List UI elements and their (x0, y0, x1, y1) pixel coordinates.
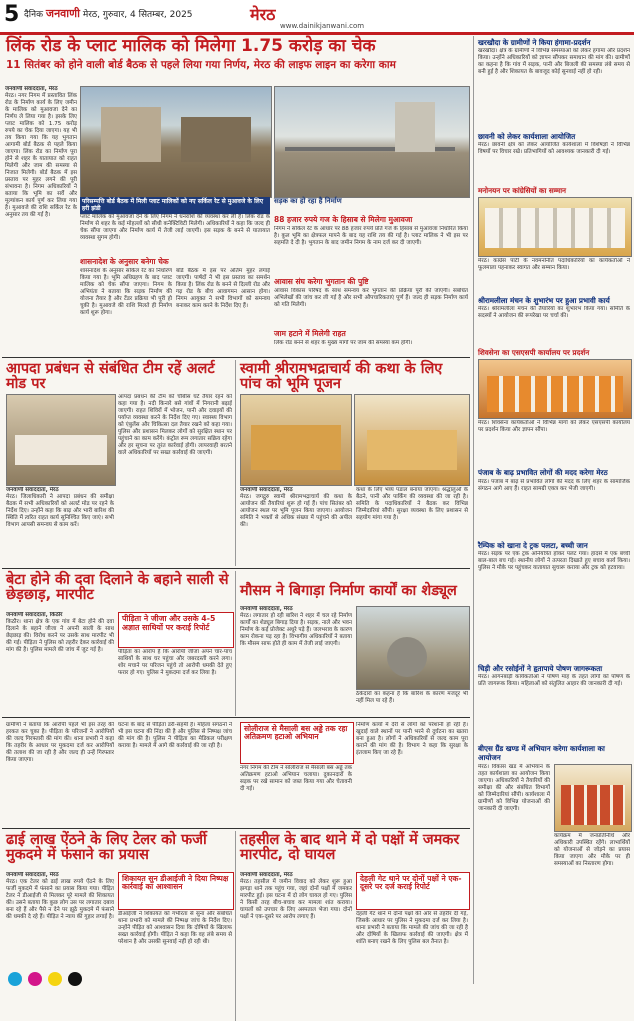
story3-photo-1 (240, 394, 352, 486)
masthead (24, 6, 193, 21)
story4-body-col2: पीड़िता का आरोप है कि आरोपी जीजा अपने चार-पांच साथियों के साथ घर पहुंचा और जबरदस्ती करने लगा। शोर मचाने पर परिजन पहुंचे तो आरोपी धमकी देते हुए फरार हो गए। पुलिस ने मुकदमा दर्ज कर लिया है। (118, 649, 232, 676)
lead-photo-2-caption: सड़क का हो रहा है निर्माण (274, 197, 342, 205)
story3-body-col2: कथा के लिए भव्य पंडाल बनाया जाएगा। श्रद्धालुओं के बैठने, पानी और पार्किंग की व्यवस्था की जा रही है। समिति के पदाधिकारियों ने बैठक कर विभिन्न जिम्मेदारियां सौंपी। सुरक्षा व्यवस्था के लिए प्रशासन से सहयोग मांगा गया है। (356, 487, 468, 521)
story5-body-col3: नगर निगम की टीम ने सोलीराज से मैसाली बस अड्डे तक अतिक्रमण हटाओ अभियान चलाया। दुकानदारों के सड़क पर रखे सामान को जब्त किया गया और चेतावनी दी गई। (240, 765, 352, 792)
story5-body-col1: जनवाणी संवाददाता, मेरठ मेरठ। लगातार हो रही बारिश ने शहर में चल रहे निर्माण कार्यों का शेड्यूल बिगाड़ दिया है। सड़क, नाले और भवन निर्माण के कई प्रोजेक्ट अधूरे पड़े हैं। जलभराव के कारण काम रोकना पड़ रहा है। विभागीय अधिकारियों ने बताया कि मौसम साफ होते ही काम में तेजी लाई जाएगी। (240, 606, 352, 647)
lead-sub2: शासनादेश के अनुसार बनेगा चेक (80, 257, 169, 266)
lead-sub1: 88 हजार रुपये गज के हिसाब से मिलेगा मुआवजा (274, 215, 413, 224)
story5-byline: जनवाणी संवाददाता, मेरठ (240, 606, 293, 612)
lead-body-col6: आवास विकास परिषद के साथ समन्वय कर भुगतान की प्रक्रिया पूरी की जाएगी। संबंधित अभिलेखों की जांच कर ली गई है और सभी औपचारिकताएं पूर्ण हैं। जल्द ही सड़क निर्माण कार्य को गति मिलेगी। (274, 288, 468, 308)
story5-body-col2: ठेकेदारों का कहना है कि बारिश के कारण मजदूर भी नहीं मिल पा रहे हैं। (356, 691, 468, 704)
story2-body-col1: जनवाणी संवाददाता, मेरठ मेरठ। जिलाधिकारी ने आपदा प्रबंधन की समीक्षा बैठक में सभी अधिकारियों को अलर्ट मोड पर रहने के निर्देश दिए। उन्होंने कहा कि बाढ़ और भारी बारिश की स्थिति में त्वरित राहत कार्य सुनिश्चित किए जाएं। सभी विभाग आपसी समन्वय से काम करें। (6, 487, 114, 528)
sidebar-photo-3 (554, 764, 632, 832)
sidebar-item-2-body: मेरठ। छावनी क्षेत्र को लेकर आयोजित कार्यशाला में विशेषज्ञों ने विभिन्न विषयों पर विचार रखे। प्रतिभागियों को आवश्यक जानकारी दी गई। (478, 142, 630, 155)
story5-body-col4: निर्माण कार्यों में देरी से लोगों को परेशानी हो रही है। खुदाई वाले स्थानों पर पानी भरने से दुर्घटना का खतरा बना हुआ है। लोगों ने अधिकारियों से जल्द काम पूरा कराने की मांग की है। विभाग ने कहा कि सुरक्षा के इंतजाम किए जा रहे हैं। (356, 722, 468, 756)
story6-body-col2: डीआईजी ने शिकायत को गंभीरता से सुना और संबंधित थाना प्रभारी को मामले की निष्पक्ष जांच के निर्देश दिए। उन्होंने पीड़ित को आश्वासन दिया कि दोषियों के खिलाफ सख्त कार्रवाई होगी। पीड़ित ने कहा कि वह लंबे समय से परेशान है और उसकी सुनवाई नहीं हो रही थी। (118, 911, 232, 945)
sidebar-item-2-headline: छावनी को लेकर कार्यशाला आयोजित (478, 132, 576, 141)
registration-mark (68, 972, 82, 986)
registration-mark (8, 972, 22, 986)
story7-box (356, 872, 470, 910)
sidebar (473, 36, 634, 984)
sidebar-item-4-body: मेरठ। श्रीरामलीला मंचन की तैयारियों का शुभारंभ किया गया। समिति के सदस्यों ने आयोजन की रूपरेखा पर चर्चा की। (478, 306, 630, 319)
lead-sub3: आवास संघ करेगा भुगतान की पुष्टि (274, 277, 369, 286)
sidebar-photo-1 (478, 197, 632, 257)
lead-body-col1: जनवाणी संवाददाता, मेरठ मेरठ। नगर निगम में प्रस्तावित लिंक रोड के निर्माण कार्य के लिए जमीन के मालिक को मुआवजा देने का निर्णय ले लिया गया है। इसके लिए प्लाट मालिक को 1.75 करोड़ रुपये का चेक दिया जाएगा। यह भी तय किया गया कि यह भुगतान आगामी बोर्ड बैठक से पहले किया जाएगा। लिंक रोड का निर्माण पूरा होने से शहर के यातायात को राहत मिलेगी और जाम की समस्या से निजात मिलेगी। बोर्ड बैठक में इस प्रस्ताव पर मुहर लगने की पूरी संभावना है। निगम अधिकारियों ने बताया कि भूमि का सर्वे और मूल्यांकन कार्य पूर्ण कर लिया गया है। मुआवजे की राशि सर्किल रेट के अनुसार तय की गई है। (5, 86, 77, 218)
story4-headline: बेटा होने की दवा दिलाने के बहाने साली से छेड़छाड़, मारपीट (6, 572, 229, 604)
story7-headline: तहसील के बाद थाने में दो पक्षों में जमकर मारपीट, दो घायल (240, 832, 460, 864)
story4-body-col1: जनवाणी संवाददाता, किठौर किठौर। थाना क्षेत्र के एक गांव में बेटा होने की दवा दिलाने के बहाने जीजा ने अपनी साली के साथ छेड़छाड़ की। विरोध करने पर उसके साथ मारपीट भी की गई। पीड़िता ने पुलिस को तहरीर देकर कार्रवाई की मांग की है। पुलिस मामले की जांच में जुट गई है। (6, 612, 114, 653)
paper-prefix: दैनिक (24, 10, 44, 20)
story6-headline: ढाई लाख ऐंठने के लिए टेलर को फर्जी मुकदमे में फंसाने का प्रयास (6, 832, 207, 864)
story7-byline: जनवाणी संवाददाता, मेरठ (240, 872, 293, 878)
sidebar-item-1-headline: खरखौदा के ग्रामीणों ने किया हंगामा-प्रदर्शन (478, 38, 591, 47)
story3-body-col1: जनवाणी संवाददाता, मेरठ मेरठ। जगद्गुरु स्वामी श्रीरामभद्राचार्य की कथा के आयोजन की तैयारियां शुरू हो गई हैं। पांच सितंबर को आयोजन स्थल पर भूमि पूजन किया जाएगा। आयोजन समिति ने भक्तों से अधिक संख्या में पहुंचने की अपील की। (240, 487, 352, 528)
lead-photo-2 (274, 86, 470, 198)
lead-headline: लिंक रोड के प्लाट मालिक को मिलेगा 1.75 करोड़ का चेक (6, 36, 376, 56)
story7-body-col2: देहली गेट थाने में दोनों पक्षों की ओर से तहरीर दी गई, जिसके आधार पर पुलिस ने मुकदमा दर्ज कर लिया है। थाना प्रभारी ने बताया कि मामले की जांच की जा रही है और दोषियों के खिलाफ कार्रवाई की जाएगी। क्षेत्र में शांति बनाए रखने के लिए पुलिस बल तैनात है। (356, 911, 468, 945)
sidebar-item-6-body: मेरठ। पंजाब में बाढ़ से प्रभावित लोगों की मदद के लिए शहर के सामाजिक संगठन आगे आए हैं। राहत सामग्री एकत्र कर भेजी जाएगी। (478, 479, 630, 492)
story4-body-col4: घटना के बाद से पीड़िता डरी-सहमी है। महिला संगठनों ने भी इस घटना की निंदा की है और पुलिस से निष्पक्ष जांच की मांग की है। पुलिस ने पीड़िता का मेडिकल परीक्षण कराया है। मामले में आगे की कार्रवाई की जा रही है। (118, 722, 232, 749)
story2-byline: जनवाणी संवाददाता, मेरठ (6, 487, 59, 493)
story2-body-col2: आपदा प्रबंधन की टीम को चौबीस घंटे तैयार रहने को कहा गया है। नदी किनारे बसे गांवों में निगरानी बढ़ाई जाएगी। राहत शिविरों में भोजन, पानी और दवाइयों की पर्याप्त व्यवस्था करने के निर्देश दिए गए। स्वास्थ्य विभाग को एंबुलेंस और चिकित्सा दल तैयार रखने को कहा गया। पुलिस और प्रशासन मिलकर लोगों को सुरक्षित स्थान पर पहुंचाने का काम करेंगे। कंट्रोल रूम लगातार सक्रिय रहेगा और हर सूचना पर तुरंत कार्रवाई होगी। लापरवाही बरतने वाले अधिकारियों पर सख्त कार्रवाई की जाएगी। (118, 394, 232, 456)
sidebar-item-9-body: मेरठ। विकास खंड में अभियान के तहत कार्यशाला का आयोजन किया जाएगा। अधिकारियों ने तैयारियों की समीक्षा की और संबंधित विभागों को जिम्मेदारियां सौंपी। कार्यशाला में ग्रामीणों को विभिन्न योजनाओं की जानकारी दी जाएगी। (478, 764, 550, 812)
lead-subhead: 11 सितंबर को होने वाली बोर्ड बैठक से पहले लिया गया निर्णय, मेरठ की लाइफ लाइन का करेगा काम (6, 59, 396, 71)
lead-byline: जनवाणी संवाददाता, मेरठ (5, 86, 58, 92)
main-column (2, 36, 470, 984)
story7-box-headline: देहली गेट थाने पर दोनों पक्षों ने एक-दूसरे पर दर्ज कराई रिपोर्ट (360, 874, 462, 892)
dateline: मेरठ, गुरुवार, 4 सितम्बर, 2025 (82, 10, 193, 20)
lead-body-col7: लिंक रोड बनने से शहर के मुख्य मार्गों पर जाम की समस्या कम होगी। (274, 340, 413, 346)
paper-name: जनवाणी (45, 7, 80, 20)
page-number: 5 (4, 2, 20, 27)
sidebar-item-3-body: मेरठ। कांग्रेस पार्टी के नवमनोनीत पदाधिकारियों का कार्यकर्ताओं ने फूलमाला पहनाकर स्वागत और सम्मान किया। (478, 258, 630, 271)
sidebar-item-9-body-2: कार्यक्रम में जनप्रतिनिधि और अधिकारी उपस्थित रहेंगे। लाभार्थियों को योजनाओं से जोड़ने का प्रयास किया जाएगा और मौके पर ही समस्याओं का निस्तारण होगा। (554, 833, 630, 867)
sidebar-item-7-headline: रैम्पिक को खाना दे ट्रक पलटा, बच्ची जान (478, 541, 588, 550)
story5-box-headline: सोलीराज से मैसाली बस अड्डे तक रहा अतिक्रमण हटाओ अभियान (244, 724, 348, 742)
story4-box (118, 612, 234, 648)
sidebar-item-5-body: मेरठ। शिवसेना कार्यकर्ताओं ने विभिन्न मांगों को लेकर एसएसपी कार्यालय पर प्रदर्शन किया और ज्ञापन सौंपा। (478, 420, 630, 433)
story6-box (118, 872, 234, 910)
story3-headline: स्वामी श्रीरामभद्राचार्य की कथा के लिए पांच को भूमि पूजन (240, 361, 443, 393)
sidebar-item-6-headline: पंजाब के बाढ़ प्रभावित लोगों की मदद करेगा मेरठ (478, 468, 608, 477)
registration-mark (48, 972, 62, 986)
page-header (0, 0, 634, 35)
sidebar-item-8-headline: चिड़ी और रसोईनों ने हृतापाये पोषण जागरूकता (478, 664, 603, 673)
lead-sub4: जाम हटाने में मिलेगी राहत (274, 329, 346, 338)
sidebar-photo-2 (478, 359, 632, 419)
website-url: www.dainikjanwani.com (280, 22, 365, 30)
story4-box-headline: पीड़िता ने जीजा और उसके 4-5 अज्ञात साथियों पर कराई रिपोर्ट (122, 614, 216, 632)
lead-photo-1 (80, 86, 272, 198)
story3-byline: जनवाणी संवाददाता, मेरठ (240, 487, 293, 493)
sidebar-item-5-headline: शिवसेना का एसएसपी कार्यालय पर प्रदर्शन (478, 348, 590, 357)
story6-byline: जनवाणी संवाददाता, मेरठ (6, 872, 59, 878)
story2-photo (6, 394, 116, 486)
lead-body-col2: प्लाट मालिक को मुआवजा देने के लिए निगम ने धनराशि की व्यवस्था कर ली है। लिंक रोड के निर्माण से शहर के कई मोहल्लों को सीधी कनेक्टिविटी मिलेगी। अधिकारियों ने कहा कि जल्द ही चेक सौंपा जाएगा और निर्माण कार्य में तेजी लाई जाएगी। इस सड़क के बनने से यातायात व्यवस्था सुगम होगी। (80, 214, 270, 241)
story7-body-col1: जनवाणी संवाददाता, मेरठ मेरठ। तहसील में जमीन विवाद को लेकर शुरू हुआ झगड़ा थाने तक पहुंच गया, जहां दोनों पक्षों में जमकर मारपीट हुई। इस घटना में दो लोग घायल हो गए। पुलिस ने किसी तरह बीच-बचाव कर मामला शांत कराया। घायलों को उपचार के लिए अस्पताल भेजा गया। दोनों पक्षों ने एक-दूसरे पर आरोप लगाए हैं। (240, 872, 352, 920)
story6-body-col1: जनवाणी संवाददाता, मेरठ मेरठ। एक टेलर को ढाई लाख रुपये ऐंठने के लिए फर्जी मुकदमे में फंसाने का प्रयास किया गया। पीड़ित टेलर ने डीआईजी से मिलकर पूरे मामले की शिकायत की। उसने बताया कि कुछ लोग उस पर लगातार दबाव बना रहे हैं और पैसे न देने पर झूठे मुकदमे में फंसाने की धमकी दे रहे हैं। पीड़ित ने न्याय की गुहार लगाई है। (6, 872, 114, 920)
story4-byline: जनवाणी संवाददाता, किठौर (6, 612, 63, 618)
sidebar-item-1-body: खरखौदा। क्षेत्र के ग्रामीणों ने विभिन्न समस्याओं को लेकर हंगामा और प्रदर्शन किया। उन्होंने अधिकारियों को ज्ञापन सौंपकर समाधान की मांग की। ग्रामीणों का कहना है कि गांव में सड़क, पानी और बिजली की समस्या लंबे समय से बनी हुई है और शिकायत के बावजूद कोई सुनवाई नहीं हो रही। (478, 48, 630, 75)
story2-headline: आपदा प्रबंधन से संबंधित टीम रहें अलर्ट मोड पर (6, 361, 215, 393)
sidebar-item-7-body: मेरठ। सड़क पर एक ट्रक अनियंत्रित होकर पलट गया। हादसे में एक बच्ची बाल-बाल बच गई। स्थानीय लोगों ने तत्परता दिखाते हुए बचाव कार्य किया। पुलिस ने मौके पर पहुंचकर यातायात सुचारू कराया और ट्रक को हटवाया। (478, 551, 630, 571)
story5-headline: मौसम ने बिगाड़ा निर्माण कार्यों का शेड्यूल (240, 583, 457, 599)
section-city: मेरठ (250, 5, 276, 24)
story3-photo-2 (354, 394, 470, 486)
story6-box-headline: शिकायत सुन डीआईजी ने दिया निष्पक्ष कार्रवाई का आश्वासन (122, 874, 229, 892)
sidebar-item-9-headline: बीएस ग्रैंड खण्ड में अभियान करेगा कार्यशाला का आयोजन (478, 744, 605, 762)
story4-body-col3: ग्रामीणों ने बताया कि आरोपी पहले भी इस तरह की हरकत कर चुका है। पीड़िता के परिजनों ने आरोपियों की जल्द गिरफ्तारी की मांग की। थाना प्रभारी ने कहा कि तहरीर के आधार पर मुकदमा दर्ज कर आरोपियों की तलाश की जा रही है और जल्द ही उन्हें गिरफ्तार किया जाएगा। (6, 722, 114, 763)
sidebar-item-3-headline: मनोनयन पर कांग्रेसियों का सम्मान (478, 186, 567, 195)
sidebar-item-4-headline: श्रीरामलीला मंचन के शुभारंभ पर हुआ प्रभावी कार्य (478, 296, 610, 305)
lead-body-col5: निगम ने सर्किल रेट के आधार पर 88 हजार रुपये प्रति गज के हिसाब से मुआवजा निर्धारित किया है। कुल भूमि का क्षेत्रफल मापने के बाद यह राशि तय की गई है। प्लाट मालिक ने भी इस पर सहमति दे दी है। भुगतान के बाद जमीन निगम के नाम दर्ज कर दी जाएगी। (274, 226, 468, 246)
lead-photo-1-caption: परिसम्पत्ति बोर्ड बैठक में मिली प्लाट मालिकों को नए सर्किल रेट से मुआवजे के लिए हरी झंडी (80, 197, 270, 214)
lead-body-col3: शासनादेश के अनुसार सर्किल रेट का निर्धारण किया गया है। भूमि अधिग्रहण के बाद प्लाट मालिक को चेक सौंपा जाएगा। निगम के अभियंता ने बताया कि सड़क निर्माण की योजना तैयार है और टेंडर प्रक्रिया भी पूरी हो चुकी है। मुआवजे की राशि मिलते ही निर्माण कार्य शुरू होगा। (80, 268, 172, 316)
story5-box (240, 722, 354, 764)
registration-mark (28, 972, 42, 986)
sidebar-item-8-body: मेरठ। आंगनबाड़ी कार्यकर्ताओं ने पोषण माह के तहत लोगों को पोषण के प्रति जागरूक किया। महिलाओं को संतुलित आहार की जानकारी दी गई। (478, 674, 630, 687)
story5-photo (356, 606, 470, 690)
lead-body-col4: बोर्ड बैठक में इस पर अंतिम मुहर लगाई जाएगी। पार्षदों ने भी इस प्रस्ताव का समर्थन किया है। लिंक रोड के बनने से दिल्ली रोड और गढ़ रोड के बीच आवागमन आसान होगा। निगम आयुक्त ने सभी विभागों को समन्वय बनाकर काम करने के निर्देश दिए हैं। (176, 268, 270, 309)
